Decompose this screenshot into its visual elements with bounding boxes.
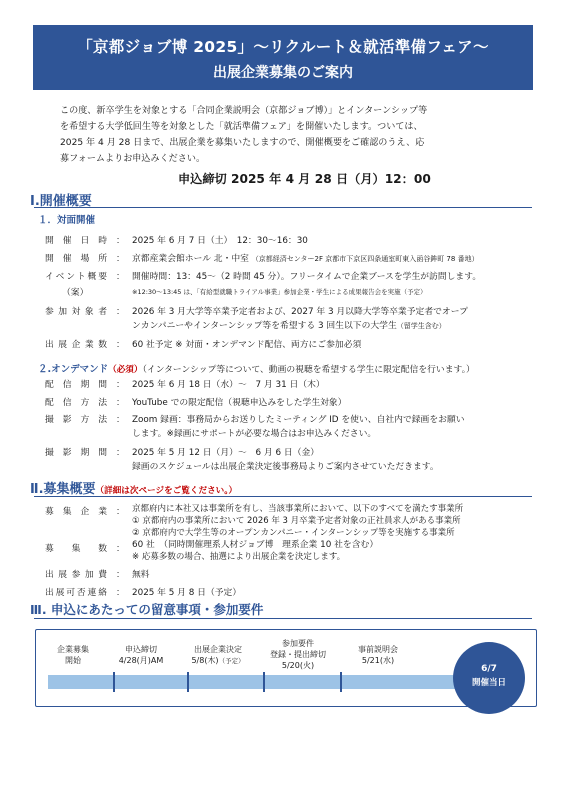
event-label-2: （案） (62, 288, 89, 298)
intro-line: この度、新卒学生を対象とする「合同企業説明会（京都ジョブ博）」とインターンシップ等 (60, 106, 428, 116)
step-line: 4/28(月)AM (118, 656, 164, 665)
shoot-value-1: Zoom 録画：事務局からお送りしたミーティング ID を使い、自社内で録画をお願い (132, 415, 465, 425)
colon: ： (116, 588, 125, 598)
step-note: （予定） (218, 657, 245, 665)
intro-line: 2025 年 4 月 28 日まで、出展企業を募集いたしますので、開催概要をご確認のうえ、応 (60, 138, 425, 148)
timeline-arrow (48, 675, 460, 689)
colon: ： (116, 507, 125, 517)
timeline-tick (340, 672, 342, 692)
timeline-step-deadline (110, 644, 172, 666)
shoot-label: 撮 影 方 法 (45, 415, 107, 425)
section1-divider (34, 207, 532, 208)
colon: ： (116, 254, 125, 264)
notify-value: 2025 年 5 月 8 日（予定） (132, 588, 242, 598)
target-label: 参 加 対 象 者 (45, 307, 107, 317)
step-line: 開始 (65, 656, 81, 665)
step-line: 参加要件 (282, 639, 314, 648)
colon: ： (116, 544, 125, 554)
num-label: 募 集 数 (45, 544, 107, 554)
fee-label: 出展参加費 (45, 570, 107, 580)
count-value: 60 社予定 ※ 対面・オンデマンド配信、両方にご参加必須 (132, 340, 362, 350)
timeline-step-decision (182, 644, 254, 667)
ondemand-desc: （インターンシップ等について、動画の視聴を希望する学生に限定配信を行います。） (142, 365, 475, 375)
place-value (132, 251, 479, 264)
target-value-2 (132, 318, 446, 331)
colon: ： (116, 415, 125, 425)
period-label: 配 信 期 間 (45, 380, 107, 390)
shoot-period-value-2: 録画のスケジュールは出展企業決定後事務局よりご案内させていただきます。 (132, 462, 439, 472)
timeline-tick (113, 672, 115, 692)
title-line-2: 出展企業募集のご案内 (213, 65, 353, 81)
colon: ： (116, 307, 125, 317)
event-label: イベント概要 (45, 272, 107, 282)
intro-line: 募フォームよりお申込みください。 (60, 154, 206, 164)
step-line: 出展企業決定 (194, 645, 242, 654)
ondemand-title: ２.オンデマンド (38, 364, 109, 375)
timeline-tick (187, 672, 189, 692)
event-day-label: 開催当日 (471, 678, 506, 688)
period-value: 2025 年 6 月 18 日（水）～ 7 月 31 日（木） (132, 380, 325, 390)
company-value-1: 京都府内に本社又は事業所を有し、当該事業所において、以下のすべてを満たす事業所 (132, 504, 464, 514)
section1-sub2 (38, 357, 475, 376)
title-line-1: 「京都ジョブ博 2025」～リクルート＆就活準備フェア～ (77, 38, 489, 56)
colon: ： (116, 272, 125, 282)
title-banner (33, 25, 533, 90)
colon: ： (116, 448, 125, 458)
count-label: 出 展 企 業 数 (45, 340, 107, 350)
timeline-tick (263, 672, 265, 692)
target-value-1: 2026 年 3 月大学等卒業予定者および、2027 年 3 月以降大学等卒業予定者でオープ (132, 307, 468, 317)
step-line: 申込締切 (125, 645, 157, 654)
target-value-2-text: ンカンパニーやインターンシップ等を希望する 3 回生以下の大学生 (132, 321, 397, 331)
step-line: 5/21(水) (361, 656, 395, 665)
step-line: 企業募集 (57, 645, 89, 654)
required-badge: （必須） (108, 365, 143, 375)
shoot-period-label: 撮 影 期 間 (45, 448, 107, 458)
section3-divider (34, 618, 532, 619)
intro-line: を希望する大学低回生等を対象とした「就活準備フェア」を開催いたします。ついては、 (60, 122, 423, 132)
section1-title: Ⅰ.開催概要 (30, 194, 92, 209)
company-value-3: ② 京都府内で大学生等のオープンカンパニー・インターンシップ等を実施する事業所 (132, 528, 455, 538)
colon: ： (116, 340, 125, 350)
target-note: （留学生含む） (396, 322, 446, 330)
fee-value: 無料 (132, 570, 150, 580)
step-date: 5/8(木) (191, 656, 219, 665)
timeline-step-start (48, 644, 98, 666)
step-line: 登録・提出締切 (270, 650, 326, 659)
colon: ： (116, 398, 125, 408)
colon: ： (116, 570, 125, 580)
section2-divider (34, 496, 532, 497)
colon: ： (116, 236, 125, 246)
section2-title: Ⅱ.募集概要 (30, 482, 96, 497)
timeline-step-requirements (262, 638, 334, 671)
colon: ： (116, 380, 125, 390)
shoot-period-value-1: 2025 年 5 月 12 日（月）～ 6 月 6 日（金） (132, 448, 320, 458)
step-line: 事前説明会 (358, 645, 398, 654)
section2-note: （詳細は次ページをご覧ください。） (95, 486, 238, 496)
intro-paragraph (60, 103, 516, 167)
section2-heading (30, 478, 237, 497)
num-value-2: ※ 応募多数の場合、抽選により出展企業を決定します。 (132, 552, 346, 562)
step-line (182, 655, 254, 667)
date-label: 開 催 日 時 (45, 236, 107, 246)
num-value-1: 60 社 （同時開催理系人材ジョブ博 理系企業 10 社を含む） (132, 540, 379, 550)
place-label: 開 催 場 所 (45, 254, 107, 264)
company-label: 募 集 企 業 (45, 507, 107, 517)
section3-title: Ⅲ. 申込にあたっての留意事項・参加要件 (30, 602, 264, 617)
date-value: 2025 年 6 月 7 日（土） 12：30～16：30 (132, 236, 308, 246)
event-day-circle (453, 642, 525, 714)
step-line: 5/20(火) (281, 661, 315, 670)
place-address: （京都経済センター2F 京都市下京区四条通室町東入函谷鉾町 78 番地） (251, 255, 479, 263)
method-label: 配 信 方 法 (45, 398, 107, 408)
notify-label: 出展可否連絡 (45, 588, 107, 598)
timeline-step-briefing (346, 644, 410, 666)
event-value: 開催時間：13：45～（2 時間 45 分）。フリータイムで企業ブースを学生が訪問します。 (132, 272, 482, 282)
event-note: ※12:30～13:45 は、「有給型就職トライアル事業」参加企業・学生による成果報告会を実施（予定） (132, 288, 427, 296)
section1-sub1: １．対面開催 (38, 215, 96, 226)
method-value: YouTube での限定配信（視聴申込みをした学生対象） (132, 398, 347, 408)
event-day-date: 6/7 (481, 664, 497, 674)
company-value-2: ① 京都府内の事業所において 2026 年 3 月卒業予定者対象の正社員求人がある事業所 (132, 516, 461, 526)
shoot-value-2: します。※録画にサポートが必要な場合はお申込みください。 (132, 429, 377, 439)
place-name: 京都産業会館ホール 北・中室 (132, 254, 249, 264)
application-deadline: 申込締切 2025 年 4 月 28 日（月）12：00 (178, 172, 431, 186)
